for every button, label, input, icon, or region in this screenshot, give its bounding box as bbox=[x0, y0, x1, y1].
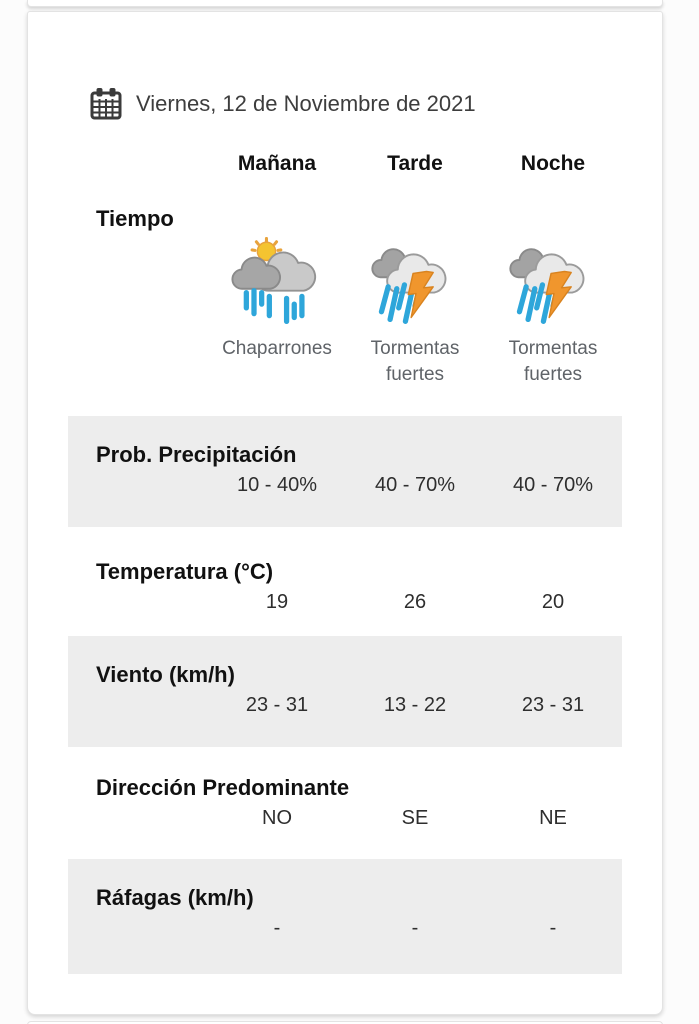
temperature-value-tarde: 26 bbox=[403, 591, 427, 613]
gusts-value-manana: - bbox=[273, 917, 281, 939]
precipitation-row-label: Prob. Precipitación bbox=[96, 442, 297, 467]
weather-section bbox=[68, 206, 622, 388]
date-text: Viernes, 12 de Noviembre de 2021 bbox=[136, 91, 476, 116]
date-header bbox=[88, 86, 662, 122]
direction-value-manana: NO bbox=[262, 807, 292, 829]
temperature-row bbox=[68, 551, 622, 614]
precipitation-row bbox=[68, 416, 622, 527]
gusts-value-tarde: - bbox=[411, 917, 419, 939]
forecast-card bbox=[27, 11, 663, 1015]
wind-value-manana: 23 - 31 bbox=[245, 694, 309, 716]
temperature-row-label: Temperatura (°C) bbox=[96, 559, 274, 584]
calendar-icon bbox=[88, 86, 124, 122]
gusts-value-noche: - bbox=[549, 917, 557, 939]
column-header-tarde: Tarde bbox=[387, 152, 443, 175]
precipitation-value-manana: 10 - 40% bbox=[236, 474, 318, 496]
condition-label: Tormentas fuertes bbox=[508, 338, 598, 385]
direction-row-label: Dirección Predominante bbox=[96, 775, 350, 800]
wind-value-noche: 23 - 31 bbox=[521, 694, 585, 716]
column-header-noche: Noche bbox=[520, 152, 586, 175]
gusts-row bbox=[68, 859, 622, 974]
precipitation-value-tarde: 40 - 70% bbox=[374, 474, 456, 496]
weather-cell-tarde bbox=[346, 237, 484, 388]
condition-label: Chaparrones bbox=[222, 338, 332, 359]
weather-cell-noche bbox=[484, 237, 622, 388]
wind-row bbox=[68, 636, 622, 747]
direction-value-noche: NE bbox=[539, 807, 567, 829]
storm-icon bbox=[369, 237, 461, 329]
gusts-row-label: Ráfagas (km/h) bbox=[96, 885, 254, 910]
condition-label: Tormentas fuertes bbox=[370, 338, 460, 385]
wind-value-tarde: 13 - 22 bbox=[383, 694, 447, 716]
weather-cell-manana bbox=[208, 237, 346, 362]
direction-row bbox=[68, 767, 622, 830]
column-header-manana: Mañana bbox=[237, 152, 317, 175]
column-headers bbox=[68, 152, 622, 176]
showers-icon bbox=[231, 237, 323, 329]
temperature-value-noche: 20 bbox=[541, 591, 565, 613]
direction-value-tarde: SE bbox=[401, 807, 429, 829]
previous-card-bottom-edge bbox=[27, 0, 663, 7]
weather-row-label: Tiempo bbox=[96, 206, 174, 231]
storm-icon bbox=[507, 237, 599, 329]
temperature-value-manana: 19 bbox=[265, 591, 289, 613]
wind-row-label: Viento (km/h) bbox=[96, 662, 235, 687]
precipitation-value-noche: 40 - 70% bbox=[512, 474, 594, 496]
